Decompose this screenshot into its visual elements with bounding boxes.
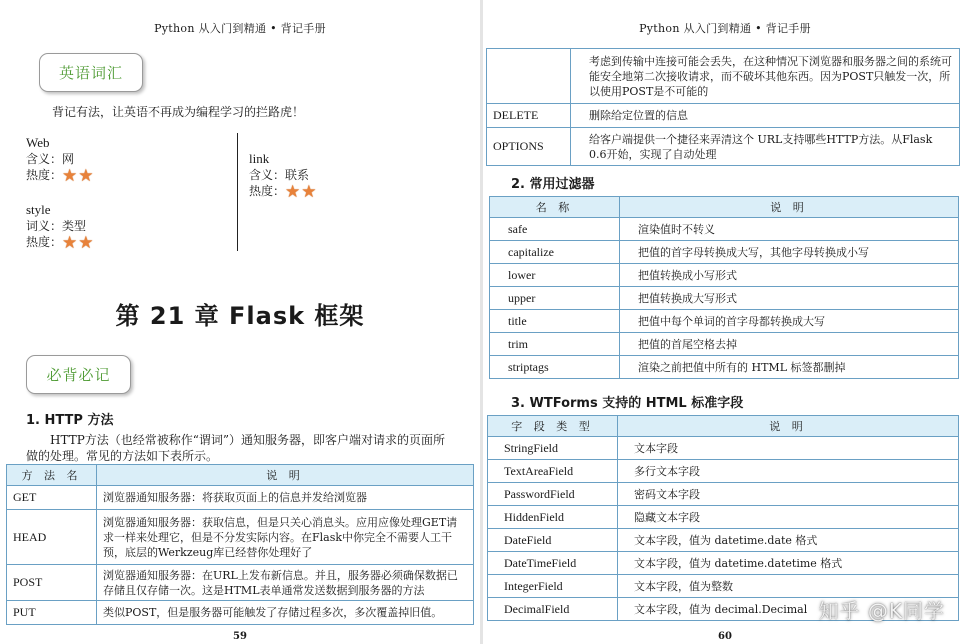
vocab-heat-label: 热度： (26, 168, 63, 182)
column-header: 说 明 (618, 416, 959, 437)
vocab-word: style (26, 202, 51, 217)
filter-description: 渲染值时不转义 (620, 218, 959, 241)
filter-name: trim (490, 333, 620, 356)
field-type: HiddenField (488, 506, 618, 529)
filter-name: striptags (490, 356, 620, 379)
filter-description: 把值转换成小写形式 (620, 264, 959, 287)
vocab-heat-label: 热度： (249, 184, 286, 198)
page-number: 60 (718, 631, 732, 642)
page-number: 59 (233, 631, 247, 642)
star-icon: ★ (78, 232, 94, 253)
filter-name: lower (490, 264, 620, 287)
method-name: HEAD (7, 510, 97, 565)
table-header-row (7, 465, 474, 486)
filter-name: title (490, 310, 620, 333)
table-row (490, 218, 959, 241)
table-row (7, 510, 474, 565)
vocab-meaning: 含义：网 (26, 152, 75, 166)
table-row (490, 241, 959, 264)
field-description: 文本字段，值为整数 (618, 575, 959, 598)
method-description: 类似POST，但是服务器可能触发了存储过程多次，多次覆盖掉旧值。 (97, 601, 474, 625)
filter-description: 把值转换成大写形式 (620, 287, 959, 310)
field-description: 文本字段，值为 datetime.datetime 格式 (618, 552, 959, 575)
chapter-title: 第 21 章 Flask 框架 (115, 302, 365, 330)
vocab-meaning: 词义：类型 (26, 219, 87, 233)
table-row (490, 333, 959, 356)
wtforms-fields-table (487, 415, 959, 621)
filter-description: 把值的首尾空格去掉 (620, 333, 959, 356)
field-type: StringField (488, 437, 618, 460)
table-row (487, 49, 960, 104)
field-type: PasswordField (488, 483, 618, 506)
vocab-entry-web (26, 135, 94, 184)
filter-description: 把值中每个单词的首字母都转换成大写 (620, 310, 959, 333)
field-description: 文本字段 (618, 437, 959, 460)
field-description: 隐藏文本字段 (618, 506, 959, 529)
vocab-entry-style (26, 202, 94, 251)
table-row (488, 460, 959, 483)
method-description: 浏览器通知服务器：在URL上发布新信息。并且，服务器必须确保数据已存储且仅存储一次。这是HTML表单通常发送数据到服务器的方法 (97, 565, 474, 601)
table-header-row (490, 197, 959, 218)
table-row (7, 565, 474, 601)
field-description: 多行文本字段 (618, 460, 959, 483)
method-description: 考虑到传输中连接可能会丢失，在这种情况下浏览器和服务器之间的系统可能安全地第二次接收请求，而不破坏其他东西。因为POST只触发一次，所以使用POST是不可能的 (571, 49, 960, 104)
table-header-row (488, 416, 959, 437)
must-remember-box: 必背必记 (26, 355, 131, 394)
method-description: 浏览器通知服务器：获取信息，但是只关心消息头。应用应像处理GET请求一样来处理它，但是不分发实际内容。在Flask中你完全不需要人工干预，底层的Werkzeug库已经替你处理好了 (97, 510, 474, 565)
heat-stars (285, 181, 317, 202)
table-row (488, 437, 959, 460)
star-icon: ★ (62, 165, 78, 186)
field-type: DateTimeField (488, 552, 618, 575)
http-intro-paragraph: HTTP方法（也经常被称作“谓词”）通知服务器，即客户端对请求的页面所做的处理。常见的方法如下表所示。 (26, 433, 446, 463)
field-description: 文本字段，值为 decimal.Decimal (618, 598, 959, 621)
field-description: 文本字段，值为 datetime.date 格式 (618, 529, 959, 552)
vocab-word: Web (26, 135, 50, 150)
section-heading-http: 1. HTTP 方法 (26, 413, 114, 428)
column-header: 方 法 名 (7, 465, 97, 486)
filter-name: safe (490, 218, 620, 241)
table-row (490, 264, 959, 287)
method-description: 给客户端提供一个捷径来弄清这个 URL支持哪些HTTP方法。从Flask 0.6开始，实现了自动处理 (571, 128, 960, 166)
filter-description: 渲染之前把值中所有的 HTML 标签都删掉 (620, 356, 959, 379)
intro-text: 背记有法，让英语不再成为编程学习的拦路虎！ (52, 105, 305, 119)
table-row (487, 128, 960, 166)
running-header: Python 从入门到精通 • 背记手册 (154, 22, 326, 35)
heat-stars (62, 232, 94, 253)
star-icon: ★ (285, 181, 301, 202)
method-description: 浏览器通知服务器：将获取页面上的信息并发给浏览器 (97, 486, 474, 510)
vocab-meaning: 含义：联系 (249, 168, 310, 182)
section-heading-wtforms: 3. WTForms 支持的 HTML 标准字段 (511, 396, 744, 411)
method-name: PUT (7, 601, 97, 625)
field-description: 密码文本字段 (618, 483, 959, 506)
method-description: 删除给定位置的信息 (571, 104, 960, 128)
table-row (487, 104, 960, 128)
column-header: 说 明 (97, 465, 474, 486)
field-type: TextAreaField (488, 460, 618, 483)
table-row (7, 486, 474, 510)
method-name: OPTIONS (487, 128, 571, 166)
star-icon: ★ (62, 232, 78, 253)
vocab-heat-label: 热度： (26, 235, 63, 249)
column-header: 名 称 (490, 197, 620, 218)
heat-stars (62, 165, 94, 186)
http-methods-table (6, 464, 474, 625)
star-icon: ★ (301, 181, 317, 202)
table-row (488, 483, 959, 506)
method-name (487, 49, 571, 104)
method-name: GET (7, 486, 97, 510)
watermark: 知乎 @K同学 (818, 599, 945, 623)
vocab-divider (237, 133, 238, 251)
running-header: Python 从入门到精通 • 背记手册 (639, 22, 811, 35)
filters-table (489, 196, 959, 379)
left-page (0, 0, 480, 644)
column-header: 字 段 类 型 (488, 416, 618, 437)
filter-name: upper (490, 287, 620, 310)
vocab-section-box: 英语词汇 (39, 53, 143, 92)
table-row (488, 552, 959, 575)
table-row (490, 287, 959, 310)
vocab-entry-link (249, 151, 317, 200)
vocab-word: link (249, 151, 270, 166)
right-page (483, 0, 967, 644)
table-row (488, 529, 959, 552)
table-row (7, 601, 474, 625)
table-row (488, 506, 959, 529)
table-row (490, 356, 959, 379)
table-row (490, 310, 959, 333)
section-heading-filters: 2. 常用过滤器 (511, 177, 595, 192)
filter-name: capitalize (490, 241, 620, 264)
http-methods-table-continued (486, 48, 960, 166)
method-name: POST (7, 565, 97, 601)
field-type: IntegerField (488, 575, 618, 598)
filter-description: 把值的首字母转换成大写，其他字母转换成小写 (620, 241, 959, 264)
column-header: 说 明 (620, 197, 959, 218)
field-type: DecimalField (488, 598, 618, 621)
method-name: DELETE (487, 104, 571, 128)
star-icon: ★ (78, 165, 94, 186)
field-type: DateField (488, 529, 618, 552)
